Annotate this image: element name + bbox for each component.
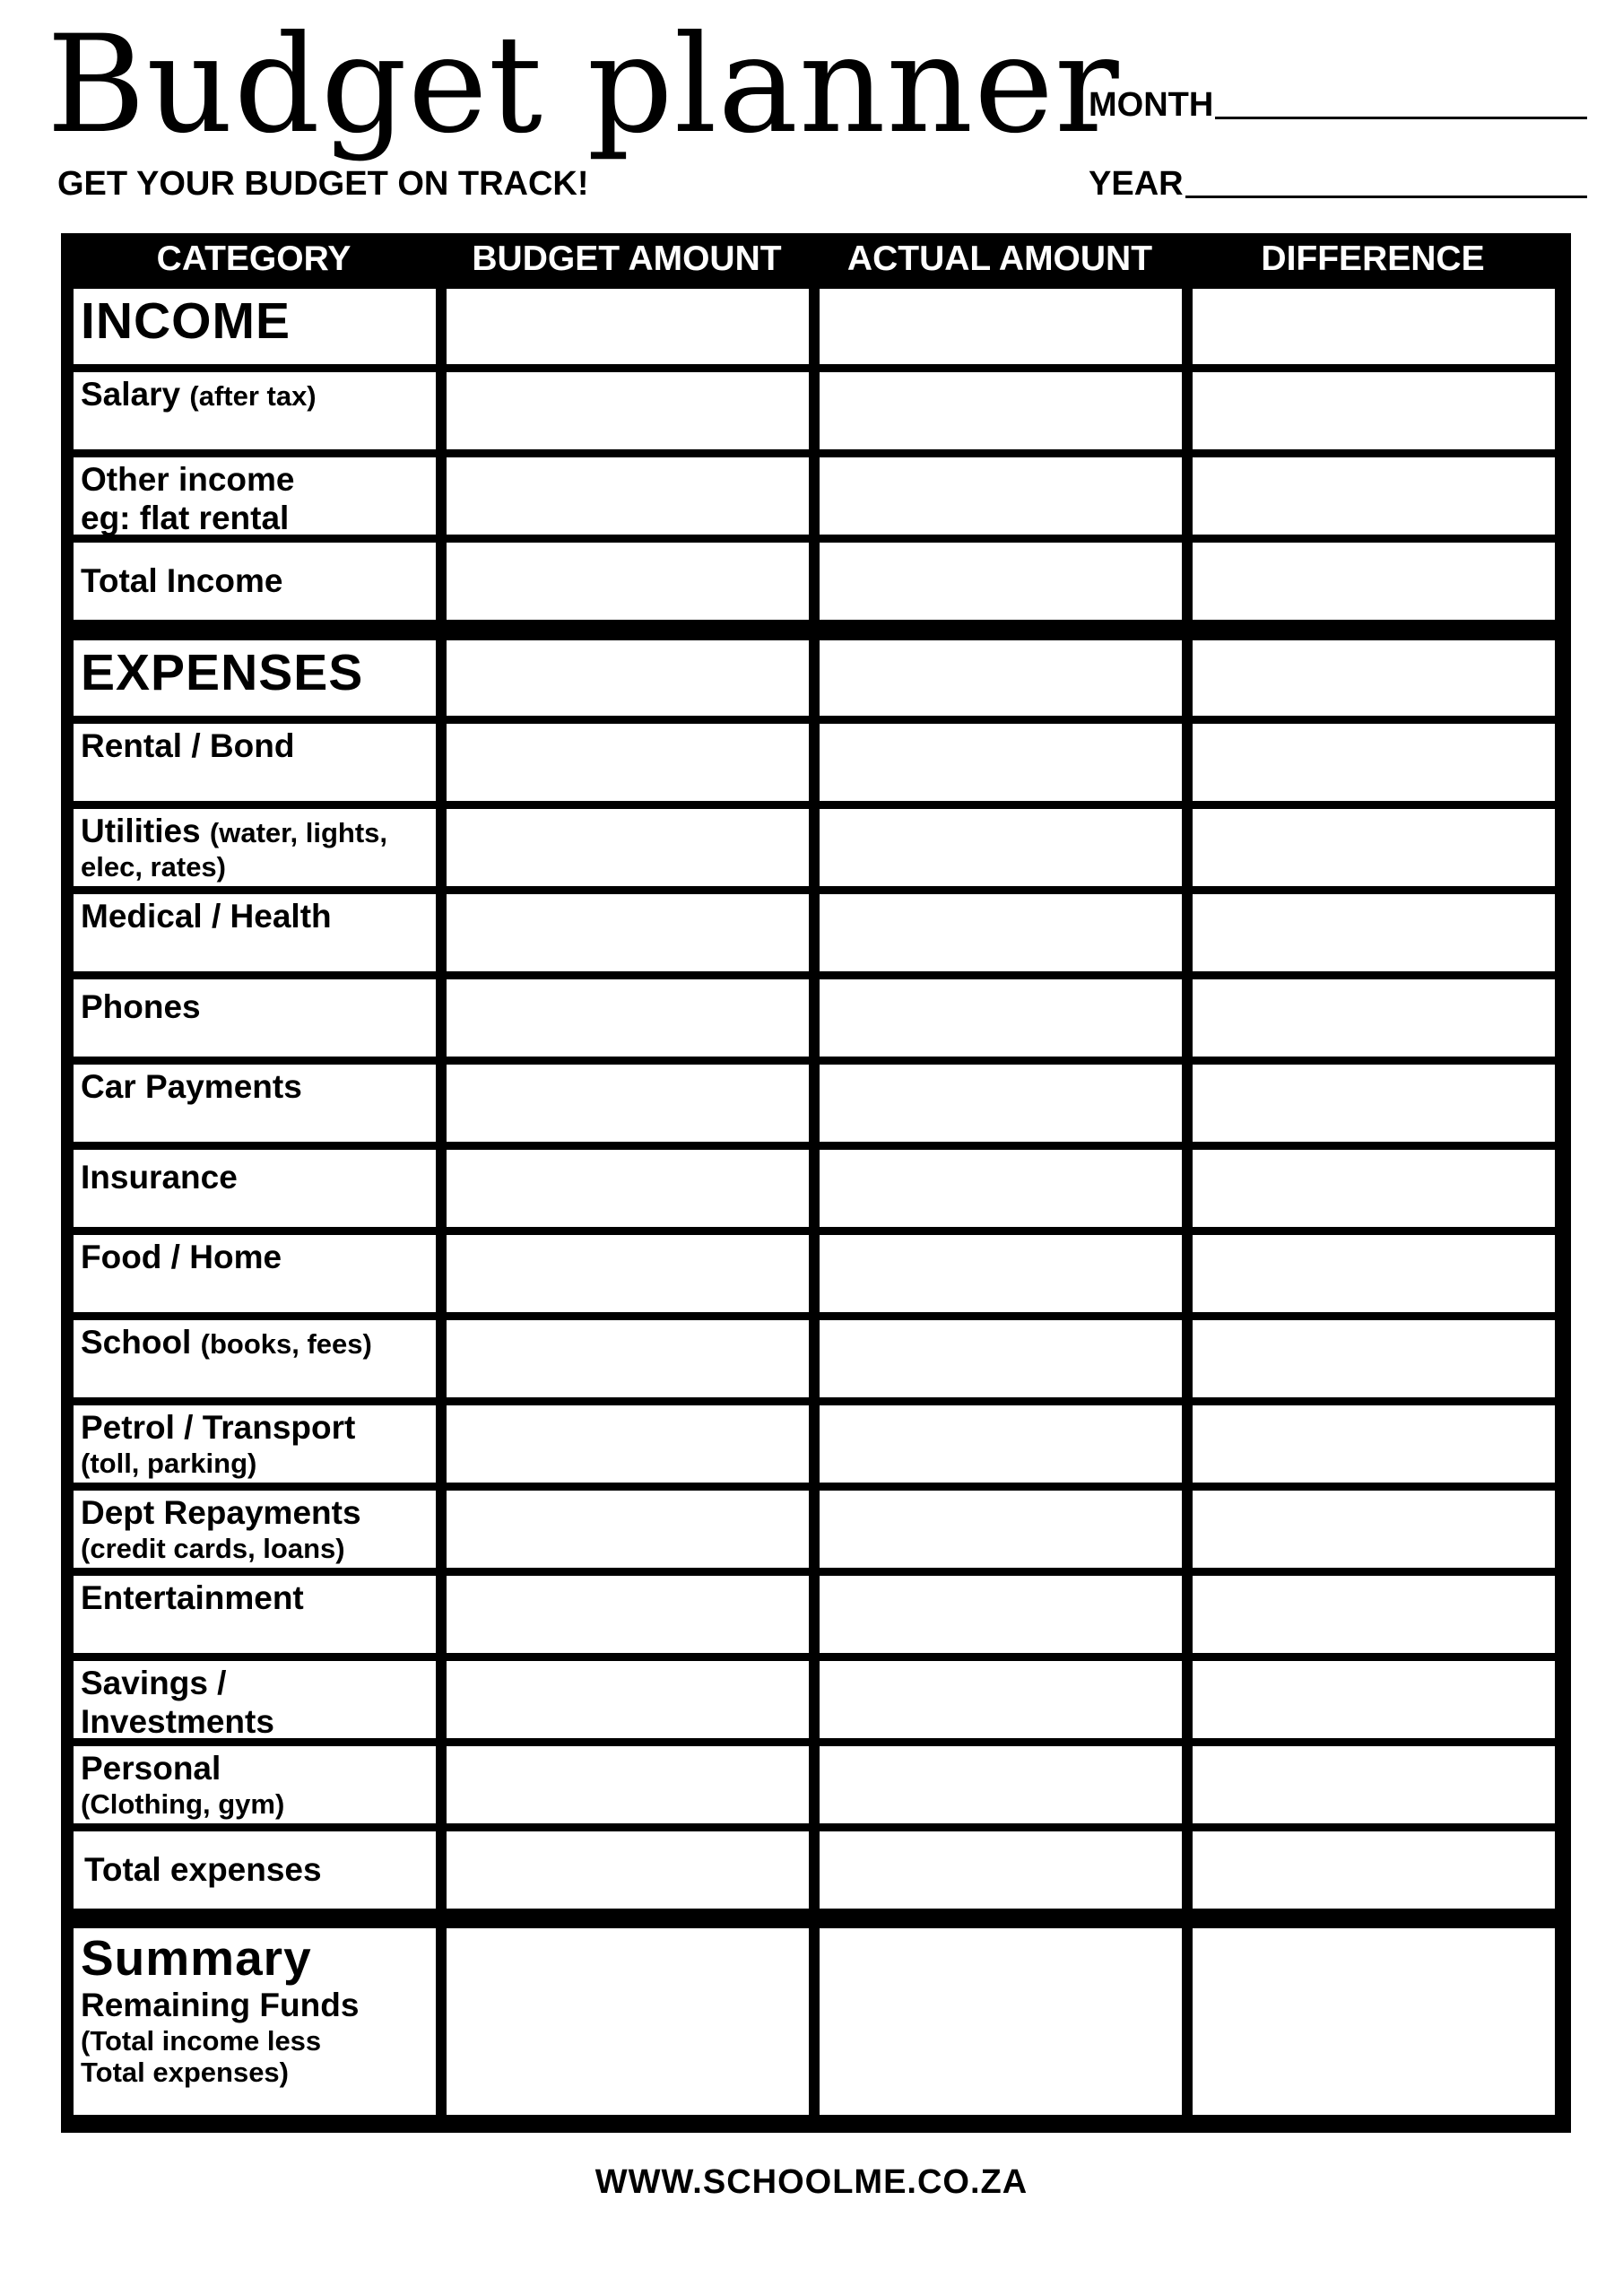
medical-health-budget-cell[interactable] [447, 894, 809, 971]
salary-label: Salary (after tax) [81, 376, 317, 413]
utilities-difference-cell[interactable] [1193, 809, 1555, 886]
other-income-example: eg: flat rental [81, 499, 290, 536]
petrol-transport-category-cell [74, 1405, 436, 1483]
petrol-transport-label: Petrol / Transport [81, 1409, 356, 1446]
food-home-category-cell [74, 1235, 436, 1312]
dept-repayments-category-cell [74, 1491, 436, 1568]
year-field[interactable] [1089, 165, 1587, 204]
petrol-transport-note: (toll, parking) [81, 1447, 257, 1479]
other-income-budget-cell[interactable] [447, 457, 809, 535]
car-payments-label: Car Payments [81, 1068, 302, 1105]
school-label: School (books, fees) [81, 1324, 372, 1361]
footer-website: WWW.SCHOOLME.CO.ZA [595, 2163, 1028, 2201]
school-category-cell [74, 1320, 436, 1397]
personal-difference-cell[interactable] [1193, 1746, 1555, 1823]
summary-actual-cell[interactable] [820, 1928, 1182, 2115]
entertainment-budget-cell[interactable] [447, 1576, 809, 1653]
investments-label: Investments [81, 1702, 274, 1740]
year-label: YEAR [1089, 165, 1184, 203]
salary-difference-cell[interactable] [1193, 372, 1555, 449]
savings-investments-category-cell [74, 1661, 436, 1738]
petrol-transport-budget-cell[interactable] [447, 1405, 809, 1483]
page-title: Budget planner [47, 7, 1120, 163]
salary-category-cell [74, 372, 436, 449]
summary-heading: Summary [81, 1930, 312, 1986]
month-field[interactable] [1089, 86, 1587, 125]
savings-label: Savings / [81, 1665, 227, 1701]
dept-repayments-label: Dept Repayments [81, 1494, 361, 1531]
salary-budget-cell[interactable] [447, 372, 809, 449]
total-expenses-label: Total expenses [84, 1851, 322, 1888]
income-difference-cell[interactable] [1193, 289, 1555, 364]
school-difference-cell[interactable] [1193, 1320, 1555, 1397]
medical-health-category-cell [74, 894, 436, 971]
car-payments-difference-cell[interactable] [1193, 1065, 1555, 1142]
rental-bond-label: Rental / Bond [81, 727, 295, 764]
phones-label: Phones [81, 988, 201, 1025]
summary-note-line2: Total expenses) [81, 2057, 290, 2089]
car-payments-actual-cell[interactable] [820, 1065, 1182, 1142]
medical-health-difference-cell[interactable] [1193, 894, 1555, 971]
income-heading-cell [74, 289, 436, 364]
dept-repayments-difference-cell[interactable] [1193, 1491, 1555, 1568]
other-income-label: Other income [81, 461, 295, 498]
entertainment-category-cell [74, 1576, 436, 1653]
insurance-budget-cell[interactable] [447, 1150, 809, 1227]
savings-investments-actual-cell[interactable] [820, 1661, 1182, 1738]
dept-repayments-note: (credit cards, loans) [81, 1532, 345, 1564]
total-income-label: Total Income [81, 562, 283, 599]
school-budget-cell[interactable] [447, 1320, 809, 1397]
total-expenses-category-cell [74, 1831, 436, 1909]
food-home-difference-cell[interactable] [1193, 1235, 1555, 1312]
school-actual-cell[interactable] [820, 1320, 1182, 1397]
medical-health-actual-cell[interactable] [820, 894, 1182, 971]
rental-bond-difference-cell[interactable] [1193, 724, 1555, 801]
personal-note: (Clothing, gym) [81, 1787, 285, 1820]
entertainment-label: Entertainment [81, 1579, 304, 1616]
utilities-actual-cell[interactable] [820, 809, 1182, 886]
income-budget-cell[interactable] [447, 289, 809, 364]
remaining-funds-label: Remaining Funds [81, 1987, 360, 2024]
total-expenses-budget-cell[interactable] [447, 1831, 809, 1909]
other-income-difference-cell[interactable] [1193, 457, 1555, 535]
month-line[interactable] [1215, 117, 1587, 119]
savings-investments-difference-cell[interactable] [1193, 1661, 1555, 1738]
total-income-difference-cell[interactable] [1193, 543, 1555, 620]
expenses-difference-cell[interactable] [1193, 640, 1555, 716]
insurance-difference-cell[interactable] [1193, 1150, 1555, 1227]
personal-label: Personal [81, 1750, 221, 1787]
other-income-actual-cell[interactable] [820, 457, 1182, 535]
summary-budget-cell[interactable] [447, 1928, 809, 2115]
total-income-actual-cell[interactable] [820, 543, 1182, 620]
utilities-label: Utilities (water, lights, [81, 813, 388, 849]
year-line[interactable] [1185, 196, 1587, 198]
rental-bond-actual-cell[interactable] [820, 724, 1182, 801]
salary-actual-cell[interactable] [820, 372, 1182, 449]
column-header-budget-amount: BUDGET AMOUNT [472, 239, 782, 278]
dept-repayments-budget-cell[interactable] [447, 1491, 809, 1568]
personal-category-cell [74, 1746, 436, 1823]
insurance-actual-cell[interactable] [820, 1150, 1182, 1227]
summary-category-cell [74, 1928, 436, 2115]
total-income-budget-cell[interactable] [447, 543, 809, 620]
petrol-transport-difference-cell[interactable] [1193, 1405, 1555, 1483]
expenses-actual-cell[interactable] [820, 640, 1182, 716]
column-header-category: CATEGORY [156, 239, 352, 278]
utilities-note: elec, rates) [81, 850, 226, 883]
insurance-label: Insurance [81, 1159, 238, 1196]
food-home-budget-cell[interactable] [447, 1235, 809, 1312]
food-home-actual-cell[interactable] [820, 1235, 1182, 1312]
car-payments-budget-cell[interactable] [447, 1065, 809, 1142]
budget-table [61, 233, 1571, 2133]
dept-repayments-actual-cell[interactable] [820, 1491, 1182, 1568]
expenses-budget-cell[interactable] [447, 640, 809, 716]
petrol-transport-actual-cell[interactable] [820, 1405, 1182, 1483]
rental-bond-budget-cell[interactable] [447, 724, 809, 801]
entertainment-actual-cell[interactable] [820, 1576, 1182, 1653]
summary-difference-cell[interactable] [1193, 1928, 1555, 2115]
personal-actual-cell[interactable] [820, 1746, 1182, 1823]
page-subtitle: GET YOUR BUDGET ON TRACK! [57, 165, 589, 203]
other-income-category-cell [74, 457, 436, 535]
column-header-actual-amount: ACTUAL AMOUNT [846, 239, 1153, 278]
month-label: MONTH [1089, 86, 1214, 124]
total-expenses-difference-cell[interactable] [1193, 1831, 1555, 1909]
phones-budget-cell[interactable] [447, 979, 809, 1057]
utilities-budget-cell[interactable] [447, 809, 809, 886]
medical-health-label: Medical / Health [81, 898, 332, 935]
column-header-difference: DIFFERENCE [1261, 239, 1485, 278]
income-heading: INCOME [81, 292, 291, 350]
expenses-heading: EXPENSES [81, 644, 364, 701]
car-payments-category-cell [74, 1065, 436, 1142]
phones-actual-cell[interactable] [820, 979, 1182, 1057]
total-expenses-actual-cell[interactable] [820, 1831, 1182, 1909]
savings-investments-budget-cell[interactable] [447, 1661, 809, 1738]
total-income-category-cell [74, 543, 436, 620]
insurance-category-cell [74, 1150, 436, 1227]
rental-bond-category-cell [74, 724, 436, 801]
phones-category-cell [74, 979, 436, 1057]
utilities-category-cell [74, 809, 436, 886]
summary-note-line1: (Total income less [81, 2024, 322, 2057]
expenses-heading-cell [74, 640, 436, 716]
food-home-label: Food / Home [81, 1239, 282, 1275]
phones-difference-cell[interactable] [1193, 979, 1555, 1057]
income-actual-cell[interactable] [820, 289, 1182, 364]
entertainment-difference-cell[interactable] [1193, 1576, 1555, 1653]
personal-budget-cell[interactable] [447, 1746, 809, 1823]
